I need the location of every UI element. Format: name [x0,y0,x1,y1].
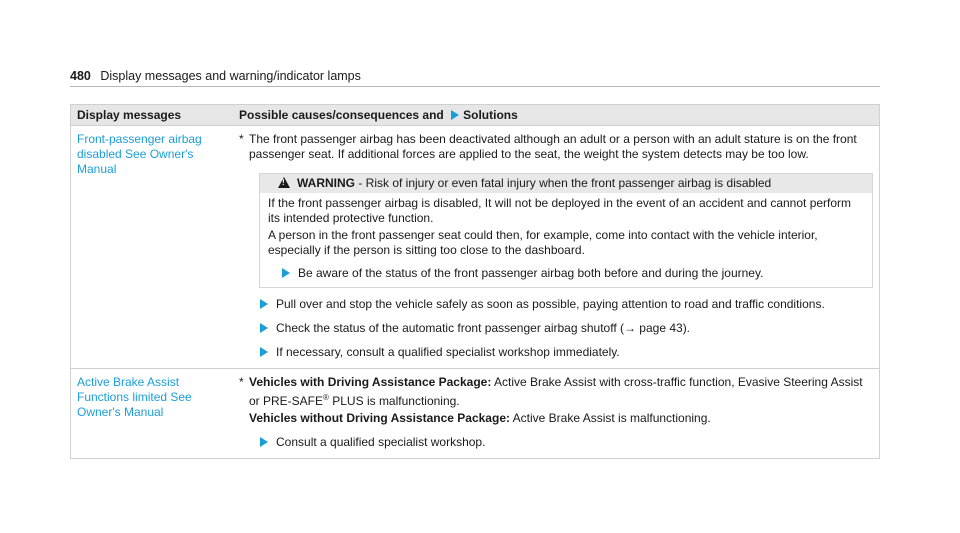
asterisk: * [239,375,244,389]
warning-body [260,193,872,287]
cause-line [239,132,873,162]
solution-step-text: Pull over and stop the vehicle safely as soon as possible, paying attention to road and traffic conditions. [276,297,825,311]
registered-mark: ® [323,393,329,402]
display-message-link[interactable]: Front-passenger airbag disabled See Owner's Manual [77,132,202,176]
table-row [71,126,880,369]
column-header-messages: Display messages [71,105,234,126]
warning-paragraph: A person in the front passenger seat could then, for example, come into contact with the vehicle interior, especially if the person is sitting too close to the dashboard. [268,228,818,257]
column-header-causes [233,105,880,126]
message-cell [71,126,234,369]
page-header [70,69,880,87]
warning-box [259,173,873,288]
cause-cell [233,369,880,459]
cause-bold-label: Vehicles without Driving Assistance Package: [249,411,510,425]
table-header-row [71,105,880,126]
page-number: 480 [70,69,91,83]
warning-title: - Risk of injury or even fatal injury when the front passenger airbag is disabled [355,176,772,190]
solution-step-text: Consult a qualified specialist workshop. [276,435,486,449]
cause-text: Active Brake Assist is malfunctioning. [509,411,711,425]
warning-label: WARNING [297,176,355,190]
solution-step [239,345,873,360]
arrow-right-icon [260,347,268,357]
messages-table [70,104,880,459]
warning-header [260,174,872,193]
page-title: Display messages and warning/indicator lamps [100,69,361,83]
warning-step [268,266,864,281]
solution-step-text: If necessary, consult a qualified specialist workshop immediately. [276,345,620,359]
arrow-right-icon [260,299,268,309]
cause-text-block [249,375,873,409]
warning-triangle-icon [278,177,290,188]
message-cell [71,369,234,459]
arrow-right-icon [260,323,268,333]
cause-text: PLUS is malfunctioning. [328,394,460,408]
display-message-link[interactable]: Active Brake Assist Functions limited See Owner's Manual [77,375,192,419]
warning-paragraph: If the front passenger airbag is disabled, It will not be deployed in the event of an accident and cannot perform its intended protective function. [268,196,852,225]
arrow-right-icon [260,437,268,447]
cause-bold-label: Vehicles with Driving Assistance Package: [249,375,492,389]
asterisk: * [239,132,244,146]
solution-step [239,297,873,312]
cause-cell [233,126,880,369]
solution-step [239,435,873,450]
solution-step-text: Check the status of the automatic front passenger airbag shutoff (→ page 43). [276,321,691,335]
arrow-right-icon [282,268,290,278]
table-row [71,369,880,459]
arrow-right-icon [451,110,459,120]
solution-step [239,321,873,336]
warning-step-text: Be aware of the status of the front passenger airbag both before and during the journey. [298,266,764,280]
cause-text: The front passenger airbag has been deactivated although an adult or a person with an adult stature is on the front passenger seat. If additional forces are applied to the seat, the weight the system detects may be too low. [249,132,857,161]
cause-text: Active Brake Assist with cross-traffic function, Evasive Steering Assist or PRE-SAFE [249,375,863,408]
cause-line [239,411,873,426]
column-header-causes-text: Possible causes/consequences and [239,108,444,122]
cause-line [239,375,873,409]
column-header-solutions-text: Solutions [463,108,518,122]
